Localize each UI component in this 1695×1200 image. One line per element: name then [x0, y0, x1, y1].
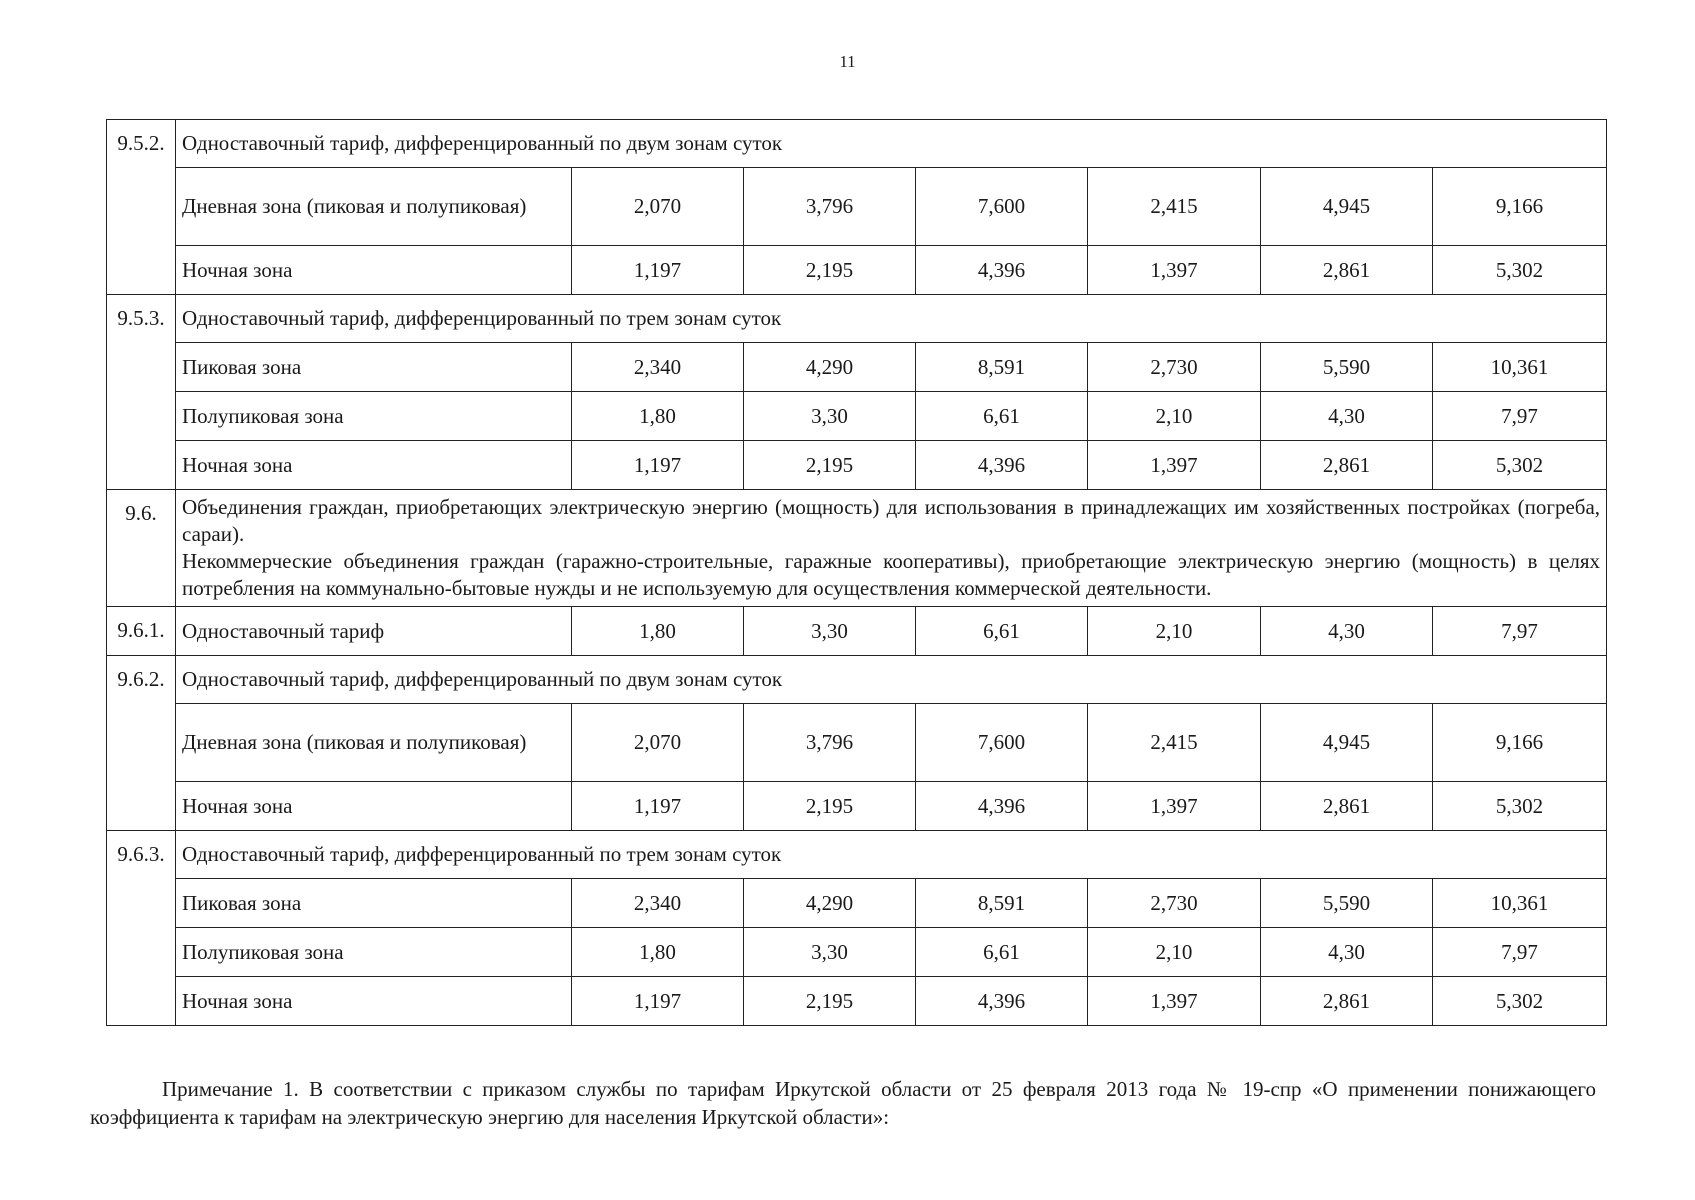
tariff-value: 7,97	[1433, 928, 1607, 977]
table-row	[107, 928, 1607, 977]
row-label: Полупиковая зона	[176, 392, 572, 441]
tariff-value: 2,10	[1088, 607, 1261, 656]
tariff-value: 1,80	[572, 928, 744, 977]
tariff-value: 2,195	[744, 441, 916, 490]
tariff-value: 4,396	[916, 441, 1088, 490]
tariff-value: 9,166	[1433, 168, 1607, 246]
tariff-value: 2,070	[572, 168, 744, 246]
tariff-value: 10,361	[1433, 879, 1607, 928]
tariff-table	[106, 119, 1607, 1026]
tariff-value: 1,80	[572, 607, 744, 656]
tariff-value: 1,397	[1088, 977, 1261, 1026]
table-row	[107, 168, 1607, 246]
section-heading: Одноставочный тариф, дифференцированный по двум зонам суток	[176, 656, 1607, 704]
tariff-value: 5,302	[1433, 246, 1607, 295]
description-paragraph: Некоммерческие объединения граждан (гаражно-строительные, гаражные кооперативы), приобретающие электрическую энергию (мощность) в целях потребления на коммунально-бытовые нужды и не используемую для осуществления коммерческой деятельности.	[182, 549, 1601, 600]
section-heading: Одноставочный тариф, дифференцированный по трем зонам суток	[176, 831, 1607, 879]
tariff-value: 2,415	[1088, 704, 1261, 782]
tariff-value: 2,861	[1261, 782, 1433, 831]
tariff-value: 4,396	[916, 246, 1088, 295]
tariff-value: 5,590	[1261, 343, 1433, 392]
section-code: 9.5.2.	[107, 120, 176, 295]
tariff-value: 2,861	[1261, 441, 1433, 490]
tariff-value: 2,195	[744, 782, 916, 831]
tariff-value: 3,30	[744, 392, 916, 441]
row-label: Одноставочный тариф	[176, 607, 572, 656]
tariff-value: 7,97	[1433, 392, 1607, 441]
tariff-value: 4,30	[1261, 607, 1433, 656]
table-row	[107, 120, 1607, 168]
note-paragraph: Примечание 1. В соответствии с приказом службы по тарифам Иркутской области от 25 февраля 2013 года № 19-спр «О применении понижающего коэффициента к тарифам на электрическую энергию для населения Иркутской области»:	[90, 1077, 1596, 1129]
tariff-value: 8,591	[916, 343, 1088, 392]
section-code: 9.6.	[107, 490, 176, 607]
tariff-value: 7,600	[916, 704, 1088, 782]
page-number: 11	[839, 52, 856, 71]
table-body	[107, 120, 1607, 1026]
tariff-value: 1,197	[572, 246, 744, 295]
table-row	[107, 656, 1607, 704]
tariff-value: 1,80	[572, 392, 744, 441]
tariff-value: 3,796	[744, 168, 916, 246]
section-heading: Одноставочный тариф, дифференцированный по двум зонам суток	[176, 120, 1607, 168]
table-row	[107, 607, 1607, 656]
tariff-value: 4,30	[1261, 392, 1433, 441]
tariff-value: 2,415	[1088, 168, 1261, 246]
row-label: Полупиковая зона	[176, 928, 572, 977]
tariff-value: 6,61	[916, 928, 1088, 977]
section-code: 9.5.3.	[107, 295, 176, 490]
tariff-value: 2,861	[1261, 246, 1433, 295]
table-row	[107, 295, 1607, 343]
tariff-value: 1,197	[572, 782, 744, 831]
table-row	[107, 490, 1607, 607]
section-description	[176, 490, 1607, 607]
tariff-value: 6,61	[916, 392, 1088, 441]
table-row	[107, 343, 1607, 392]
row-label: Ночная зона	[176, 977, 572, 1026]
tariff-value: 6,61	[916, 607, 1088, 656]
tariff-value: 4,396	[916, 977, 1088, 1026]
tariff-value: 2,10	[1088, 928, 1261, 977]
tariff-value: 7,97	[1433, 607, 1607, 656]
tariff-value: 2,340	[572, 343, 744, 392]
tariff-value: 2,195	[744, 246, 916, 295]
table-row	[107, 831, 1607, 879]
section-code: 9.6.3.	[107, 831, 176, 1026]
tariff-value: 4,30	[1261, 928, 1433, 977]
tariff-value: 5,302	[1433, 977, 1607, 1026]
tariff-value: 2,730	[1088, 343, 1261, 392]
tariff-value: 3,30	[744, 928, 916, 977]
section-code: 9.6.2.	[107, 656, 176, 831]
tariff-value: 2,070	[572, 704, 744, 782]
tariff-value: 1,397	[1088, 441, 1261, 490]
tariff-value: 1,197	[572, 441, 744, 490]
row-label: Ночная зона	[176, 441, 572, 490]
tariff-value: 4,290	[744, 343, 916, 392]
table-row	[107, 977, 1607, 1026]
section-heading: Одноставочный тариф, дифференцированный по трем зонам суток	[176, 295, 1607, 343]
tariff-value: 2,861	[1261, 977, 1433, 1026]
description-paragraph: Объединения граждан, приобретающих электрическую энергию (мощность) для использования в принадлежащих им хозяйственных постройках (погреба, сараи).	[182, 495, 1601, 546]
table-row	[107, 879, 1607, 928]
tariff-value: 1,397	[1088, 246, 1261, 295]
tariff-value: 7,600	[916, 168, 1088, 246]
tariff-value: 4,945	[1261, 704, 1433, 782]
row-label: Дневная зона (пиковая и полупиковая)	[176, 168, 572, 246]
tariff-value: 1,397	[1088, 782, 1261, 831]
row-label: Дневная зона (пиковая и полупиковая)	[176, 704, 572, 782]
tariff-value: 5,302	[1433, 782, 1607, 831]
row-label: Ночная зона	[176, 246, 572, 295]
tariff-value: 2,10	[1088, 392, 1261, 441]
table-row	[107, 392, 1607, 441]
tariff-value: 3,796	[744, 704, 916, 782]
tariff-value: 1,197	[572, 977, 744, 1026]
table-row	[107, 246, 1607, 295]
tariff-value: 4,396	[916, 782, 1088, 831]
tariff-value: 10,361	[1433, 343, 1607, 392]
tariff-value: 2,195	[744, 977, 916, 1026]
tariff-value: 9,166	[1433, 704, 1607, 782]
tariff-value: 2,340	[572, 879, 744, 928]
tariff-value: 8,591	[916, 879, 1088, 928]
table-row	[107, 782, 1607, 831]
table-row	[107, 441, 1607, 490]
section-code: 9.6.1.	[107, 607, 176, 656]
tariff-value: 4,290	[744, 879, 916, 928]
row-label: Пиковая зона	[176, 343, 572, 392]
table-row	[107, 704, 1607, 782]
row-label: Ночная зона	[176, 782, 572, 831]
tariff-value: 2,730	[1088, 879, 1261, 928]
tariff-value: 4,945	[1261, 168, 1433, 246]
tariff-value: 5,302	[1433, 441, 1607, 490]
tariff-value: 3,30	[744, 607, 916, 656]
tariff-value: 5,590	[1261, 879, 1433, 928]
row-label: Пиковая зона	[176, 879, 572, 928]
